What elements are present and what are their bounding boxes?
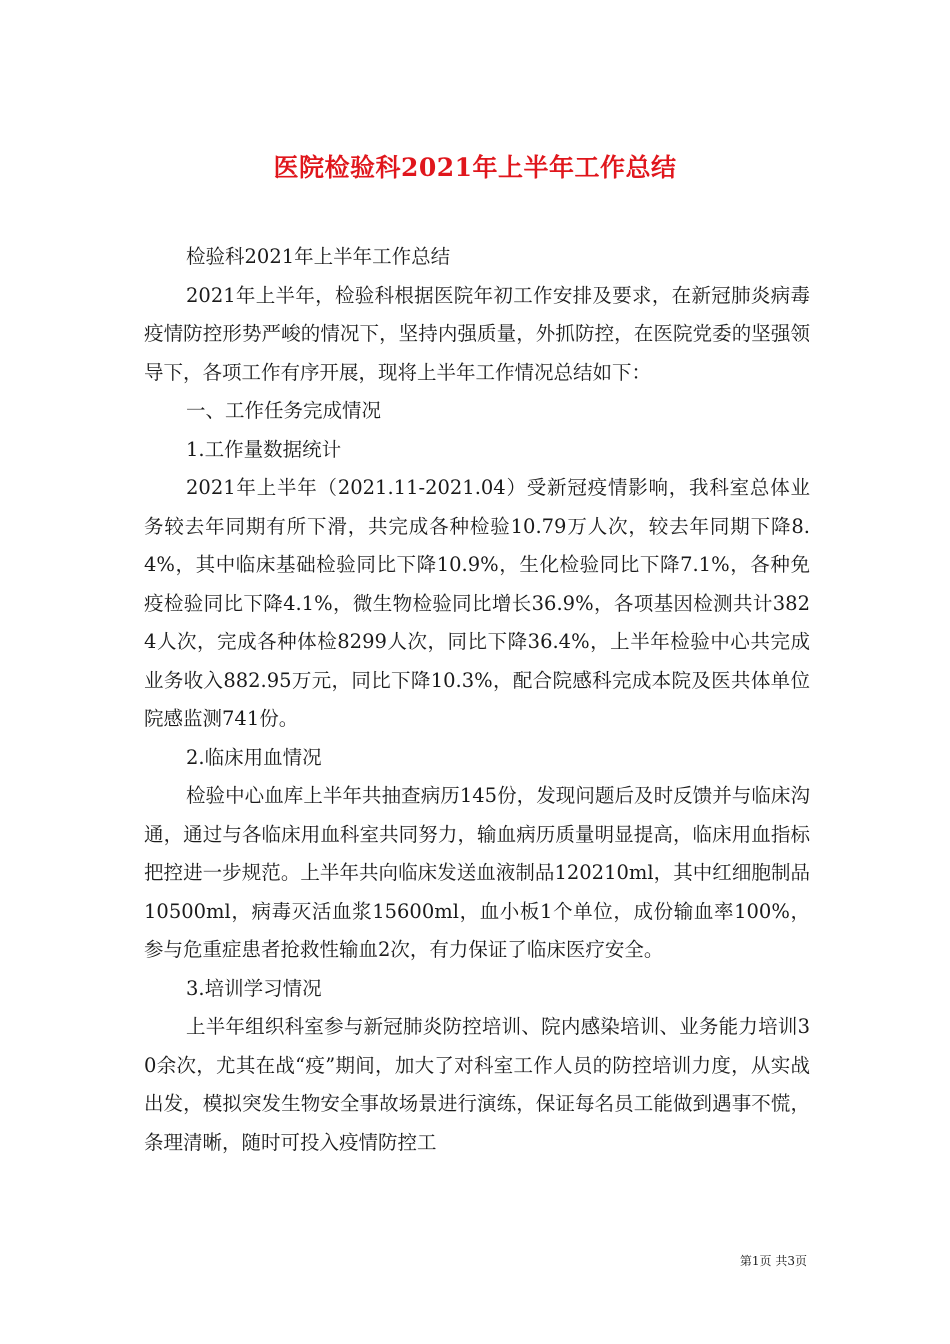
- section-heading-work-tasks: 一、工作任务完成情况: [186, 399, 382, 422]
- workload-stats-paragraph: 2021年上半年（2021.11-2021.04）受新冠疫情影响，我科室总体业务较去年同期有所下滑，共完成各种检验10.79万人次，较去年同期下降8.4%，其中临床基础检验同比下降10.9%，生化检验同比下降7.1%，各种免疫检验同比下降4.1%，微生物检验同比增长36.9%，各项基因检测共计3824人次，完成各种体检8299人次，同比下降36.4%，上半年检验中心共完成业务收入882.95万元，同比下降10.3%，配合院感科完成本院及医共体单位院感监测741份。: [144, 476, 810, 730]
- subheading-training: 3.培训学习情况: [186, 976, 322, 1000]
- intro-paragraph: 2021年上半年，检验科根据医院年初工作安排及要求，在新冠肺炎病毒疫情防控形势严峻的情况下，坚持内强质量，外抓防控，在医院党委的坚强领导下，各项工作有序开展，现将上半年工作情况总结如下：: [144, 283, 810, 384]
- clinical-blood-paragraph: 检验中心血库上半年共抽查病历145份，发现问题后及时反馈并与临床沟通，通过与各临床用血科室共同努力，输血病历质量明显提高，临床用血指标把控进一步规范。上半年共向临床发送血液制品120210ml，其中红细胞制品10500ml，病毒灭活血浆15600ml，血小板1个单位，成份输血率100%，参与危重症患者抢救性输血2次，有力保证了临床医疗安全。: [144, 784, 810, 961]
- training-paragraph: 上半年组织科室参与新冠肺炎防控培训、院内感染培训、业务能力培训30余次，尤其在战“疫”期间，加大了对科室工作人员的防控培训力度，从实战出发，模拟突发生物安全事故场景进行演练，保证每名员工能做到遇事不慌，条理清晰，随时可投入疫情防控工: [144, 1015, 810, 1154]
- subheading-workload-stats: 1.工作量数据统计: [186, 437, 342, 461]
- page-number: 第1页 共3页: [739, 1254, 807, 1268]
- document-title: 医院检验科2021年上半年工作总结: [273, 152, 677, 182]
- document-body: [144, 238, 810, 1162]
- section-heading-paragraph: 检验科2021年上半年工作总结: [186, 245, 451, 268]
- subheading-clinical-blood: 2.临床用血情况: [186, 745, 322, 769]
